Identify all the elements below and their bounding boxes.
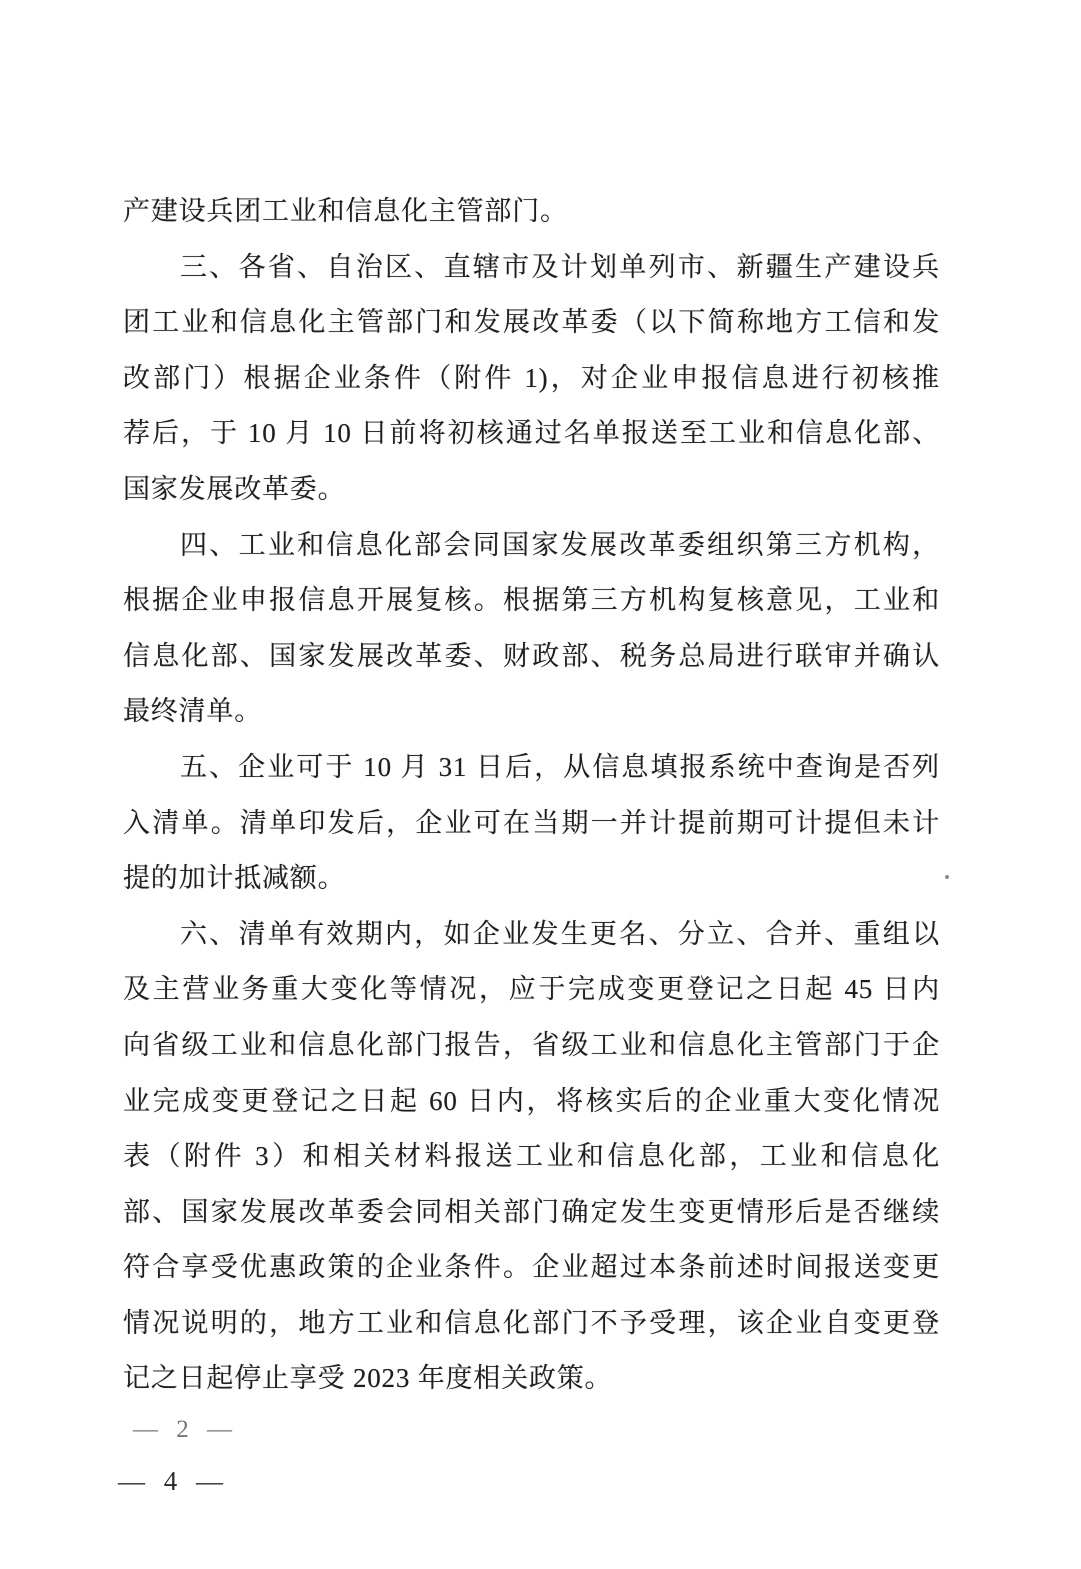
document-line: 荐后，于 10 月 10 日前将初核通过名单报送至工业和信息化部、	[123, 418, 940, 449]
document-line: 最终清单。	[123, 696, 262, 727]
document-line: 情况说明的，地方工业和信息化部门不予受理，该企业自变更登	[123, 1307, 940, 1338]
document-line: 提的加计抵减额。	[123, 863, 346, 894]
document-line: 团工业和信息化主管部门和发展改革委（以下简称地方工信和发	[123, 307, 940, 338]
document-line: 表（附件 3）和相关材料报送工业和信息化部，工业和信息化	[123, 1141, 940, 1172]
page-number: — 4 —	[118, 1466, 229, 1496]
document-body	[123, 184, 940, 1407]
document-line: 符合享受优惠政策的企业条件。企业超过本条前述时间报送变更	[123, 1252, 940, 1283]
document-line: 三、各省、自治区、直辖市及计划单列市、新疆生产建设兵	[180, 251, 940, 282]
document-line: 六、清单有效期内，如企业发生更名、分立、合并、重组以	[180, 918, 940, 949]
document-line: 国家发展改革委。	[123, 473, 346, 504]
scan-speck-artifact	[945, 875, 949, 879]
document-line: 及主营业务重大变化等情况，应于完成变更登记之日起 45 日内	[123, 974, 940, 1005]
document-line: 四、工业和信息化部会同国家发展改革委组织第三方机构，	[180, 529, 940, 560]
document-line: 根据企业申报信息开展复核。根据第三方机构复核意见，工业和	[123, 585, 940, 616]
document-line: 业完成变更登记之日起 60 日内，将核实后的企业重大变化情况	[123, 1085, 940, 1116]
document-line: 五、企业可于 10 月 31 日后，从信息填报系统中查询是否列	[180, 751, 940, 782]
document-line: 入清单。清单印发后，企业可在当期一并计提前期可计提但未计	[123, 807, 940, 838]
document-line: 改部门）根据企业条件（附件 1)，对企业申报信息进行初核推	[123, 362, 940, 393]
document-line: 产建设兵团工业和信息化主管部门。	[123, 196, 568, 226]
page-number-ghost: — 2 —	[133, 1416, 238, 1443]
document-line: 信息化部、国家发展改革委、财政部、税务总局进行联审并确认	[123, 640, 940, 671]
document-line: 部、国家发展改革委会同相关部门确定发生变更情形后是否继续	[123, 1196, 940, 1227]
document-line: 记之日起停止享受 2023 年度相关政策。	[123, 1363, 613, 1394]
document-line: 向省级工业和信息化部门报告，省级工业和信息化主管部门于企	[123, 1029, 940, 1060]
